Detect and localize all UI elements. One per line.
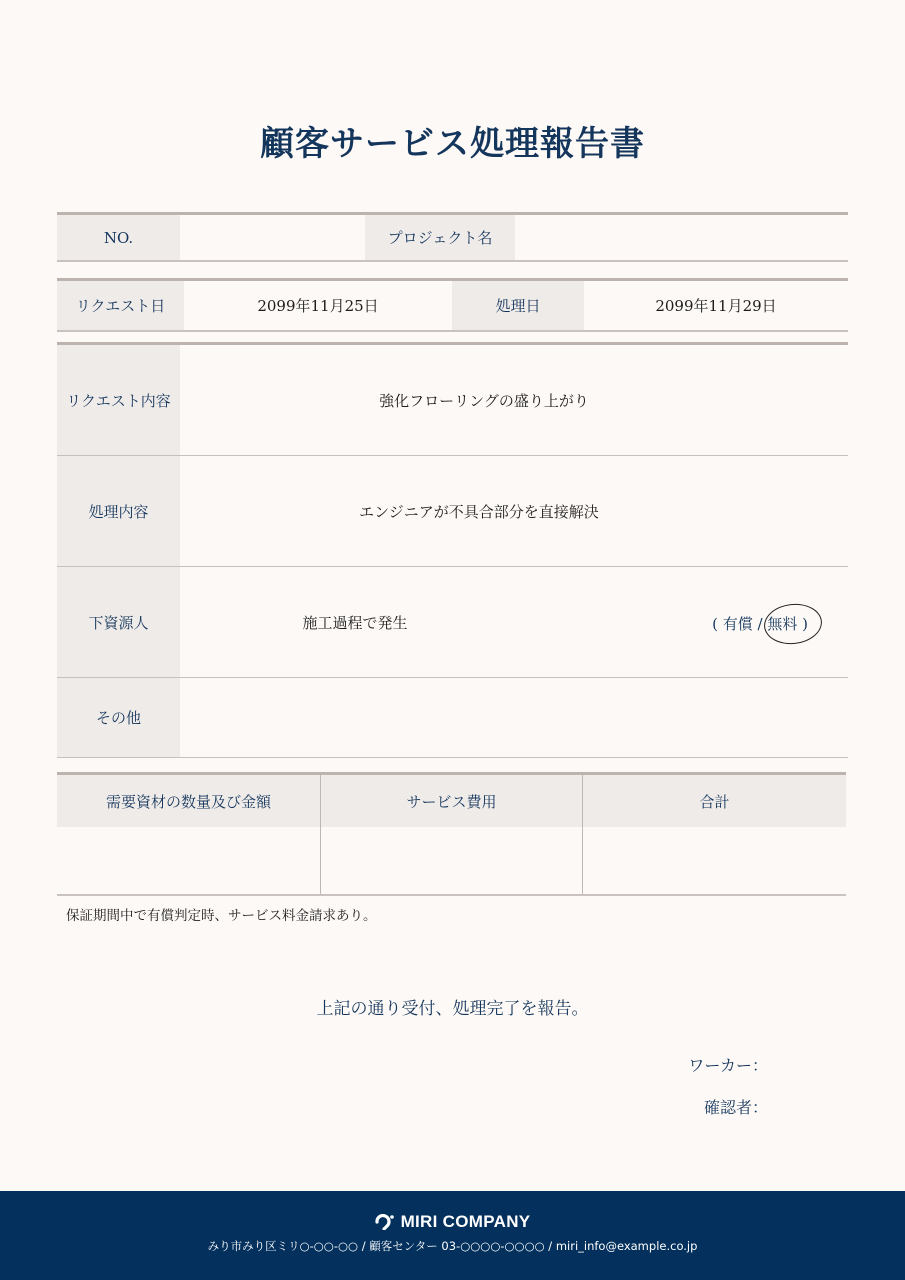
process-date-label: 処理日 (452, 281, 584, 330)
worker-signature-label: ワーカー： (688, 1056, 768, 1075)
fee-open-paren: ( (712, 615, 718, 633)
other-label: その他 (57, 678, 180, 757)
cost-table-row (57, 827, 846, 896)
info-row-dates (57, 278, 848, 332)
materials-cost-value[interactable] (57, 827, 320, 894)
project-name-value[interactable] (515, 215, 848, 260)
info-row-number-project (57, 212, 848, 262)
warranty-note: 保証期間中で有償判定時、サービス料金請求あり。 (66, 908, 377, 924)
fee-selector[interactable] (712, 613, 808, 634)
company-name: MIRI COMPANY (400, 1212, 531, 1231)
service-fee-header: サービス費用 (320, 775, 582, 827)
process-content-label: 処理内容 (57, 456, 180, 566)
company-contact: みり市みり区ミリ○-○○-○○ / 顧客センター 03-○○○○-○○○○ / miri_info@example.co.jp (207, 1239, 698, 1253)
cost-table (57, 772, 846, 896)
request-content-value[interactable]: 強化フローリングの盛り上がり (379, 391, 589, 410)
request-date-label: リクエスト日 (57, 281, 184, 330)
selected-circle-mark (762, 601, 824, 647)
request-date-value[interactable]: 2099年11月25日 (257, 297, 379, 315)
confirmer-signature-label: 確認者： (703, 1098, 768, 1117)
materials-cost-header: 需要資材の数量及び金額 (57, 775, 320, 827)
fee-close-paren: ) (802, 615, 808, 633)
service-fee-value[interactable] (320, 827, 582, 894)
fee-slash: / (757, 615, 763, 633)
process-content-value[interactable]: エンジニアが不具合部分を直接解決 (359, 502, 599, 521)
fee-option-paid[interactable]: 有償 (722, 615, 753, 633)
total-value[interactable] (582, 827, 846, 894)
cause-value[interactable]: 施工過程で発生 (302, 613, 408, 632)
detail-block (57, 342, 848, 758)
fee-option-free[interactable]: 無料 (767, 615, 798, 633)
cause-row (57, 567, 848, 678)
page-title: 顧客サービス処理報告書 (260, 124, 645, 164)
company-footer (0, 1191, 905, 1280)
company-brand (0, 1212, 905, 1232)
cost-table-header (57, 775, 846, 827)
request-content-label: リクエスト内容 (57, 345, 180, 455)
request-content-row (57, 345, 848, 456)
other-row (57, 678, 848, 758)
report-statement: 上記の通り受付、処理完了を報告。 (316, 999, 589, 1019)
total-header: 合計 (582, 775, 846, 827)
no-label: NO. (57, 215, 180, 260)
project-name-label: プロジェクト名 (365, 215, 515, 260)
process-date-value[interactable]: 2099年11月29日 (655, 297, 777, 315)
miri-logo-icon (375, 1214, 397, 1230)
cause-label: 下資源人 (57, 567, 180, 677)
process-content-row (57, 456, 848, 567)
no-value[interactable] (180, 215, 365, 260)
other-value[interactable] (180, 678, 848, 757)
